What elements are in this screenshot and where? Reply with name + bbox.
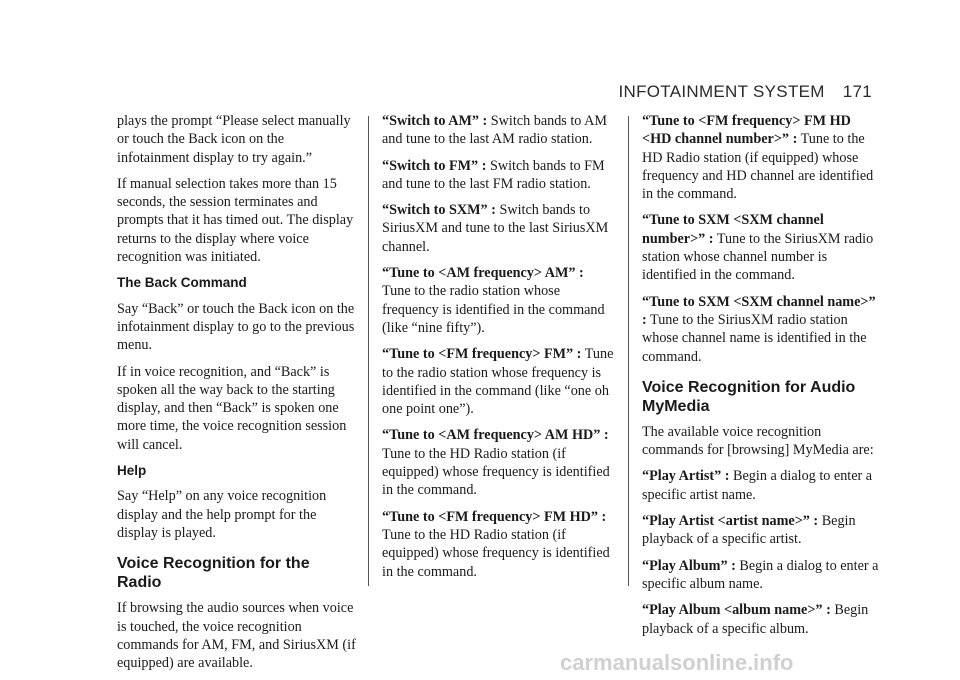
command-description: Switch bands to FM and tune to the last FM radio station.: [382, 157, 605, 192]
command-label: “Tune to <FM frequency> FM” :: [382, 346, 582, 363]
command-description: Begin playback of a specific artist.: [642, 513, 856, 548]
command-entry: [382, 201, 620, 256]
running-header: [618, 82, 872, 102]
help-heading: Help: [117, 463, 147, 479]
command-entry: [382, 426, 620, 499]
command-description: Tune to the radio station whose frequency is identified in the command (like “one oh one point one”).: [382, 346, 614, 418]
command-entry: [642, 512, 880, 549]
paragraph: Say “Help” on any voice recognition display and the help prompt for the display is played.: [117, 488, 327, 541]
paragraph: plays the prompt “Please select manually or touch the Back icon on the infotainment display to try again.”: [117, 113, 351, 166]
column-divider-1: [368, 116, 369, 586]
command-label: “Play Album” :: [642, 557, 736, 574]
command-description: Tune to the radio station whose frequency is identified in the command (like “nine fifty”).: [382, 283, 605, 336]
command-entry: [382, 157, 620, 194]
command-label: “Switch to AM” :: [382, 113, 488, 129]
command-label: “Tune to SXM <SXM channel number>” :: [642, 212, 824, 247]
column-divider-2: [628, 116, 629, 586]
command-entry: [642, 557, 880, 594]
command-description: Tune to the SiriusXM radio station whose channel number is identified in the command.: [642, 230, 874, 284]
column-2: [382, 112, 620, 589]
command-entry: [382, 345, 620, 418]
command-description: Begin a dialog to enter a specific album name.: [642, 557, 879, 592]
command-entry: [642, 211, 880, 284]
command-label: “Play Album <album name>” :: [642, 602, 831, 619]
command-label: “Tune to <FM frequency> FM HD <HD channel number>” :: [642, 113, 851, 148]
command-entry: [382, 508, 620, 581]
command-label: “Play Artist” :: [642, 468, 730, 485]
command-description: Switch bands to SiriusXM and tune to the last SiriusXM channel.: [382, 202, 609, 255]
command-entry: [642, 112, 880, 203]
mymedia-section-heading: Voice Recognition for Audio MyMedia: [642, 378, 856, 415]
command-label: “Switch to FM” :: [382, 157, 487, 174]
column-3: [642, 112, 880, 646]
command-entry: [382, 112, 620, 149]
paragraph: If in voice recognition, and “Back” is spoken all the way back to the starting display, and then “Back” is spoken one more time, the voice recognition session will cancel.: [117, 363, 347, 453]
paragraph: Say “Back” or touch the Back icon on the infotainment display to go to the previous menu.: [117, 300, 355, 354]
command-label: “Tune to SXM <SXM channel name>” :: [642, 293, 876, 328]
paragraph: The available voice recognition commands for [browsing] MyMedia are:: [642, 423, 874, 459]
paragraph: If manual selection takes more than 15 seconds, the session terminates and prompts that it has timed out. The display returns to the display where voice recognition was initiated.: [117, 175, 354, 266]
section-title: INFOTAINMENT SYSTEM: [618, 82, 825, 101]
column-1: [117, 112, 357, 680]
command-entry: [642, 601, 880, 638]
command-label: “Tune to <FM frequency> FM HD” :: [382, 508, 607, 525]
watermark: carmanualsonline.info: [560, 650, 794, 675]
command-description: Tune to the SiriusXM radio station whose channel name is identified in the command.: [642, 311, 867, 365]
command-description: Switch bands to AM and tune to the last AM radio station.: [382, 113, 608, 148]
command-description: Tune to the HD Radio station (if equipped) whose frequency is identified in the command.: [382, 526, 610, 580]
command-entry: [642, 467, 880, 504]
command-label: “Tune to <AM frequency> AM” :: [382, 265, 584, 282]
command-description: Begin a dialog to enter a specific artist name.: [642, 468, 873, 503]
page-number: 171: [842, 82, 872, 101]
command-entry: [642, 293, 880, 366]
command-description: Begin playback of a specific album.: [642, 602, 869, 637]
command-description: Tune to the HD Radio station (if equipped) whose frequency is identified in the command.: [382, 445, 610, 499]
back-command-heading: The Back Command: [117, 275, 247, 291]
command-description: Tune to the HD Radio station (if equipped) whose frequency and HD channel are identified in the command.: [642, 131, 874, 203]
command-label: “Switch to SXM” :: [382, 202, 496, 219]
command-entry: [382, 264, 620, 337]
radio-section-heading: Voice Recognition for the Radio: [117, 555, 310, 592]
command-label: “Play Artist <artist name>” :: [642, 513, 819, 530]
paragraph: If browsing the audio sources when voice is touched, the voice recognition commands for AM, FM, and SiriusXM (if equipped) are available.: [117, 600, 356, 672]
command-label: “Tune to <AM frequency> AM HD” :: [382, 427, 609, 444]
